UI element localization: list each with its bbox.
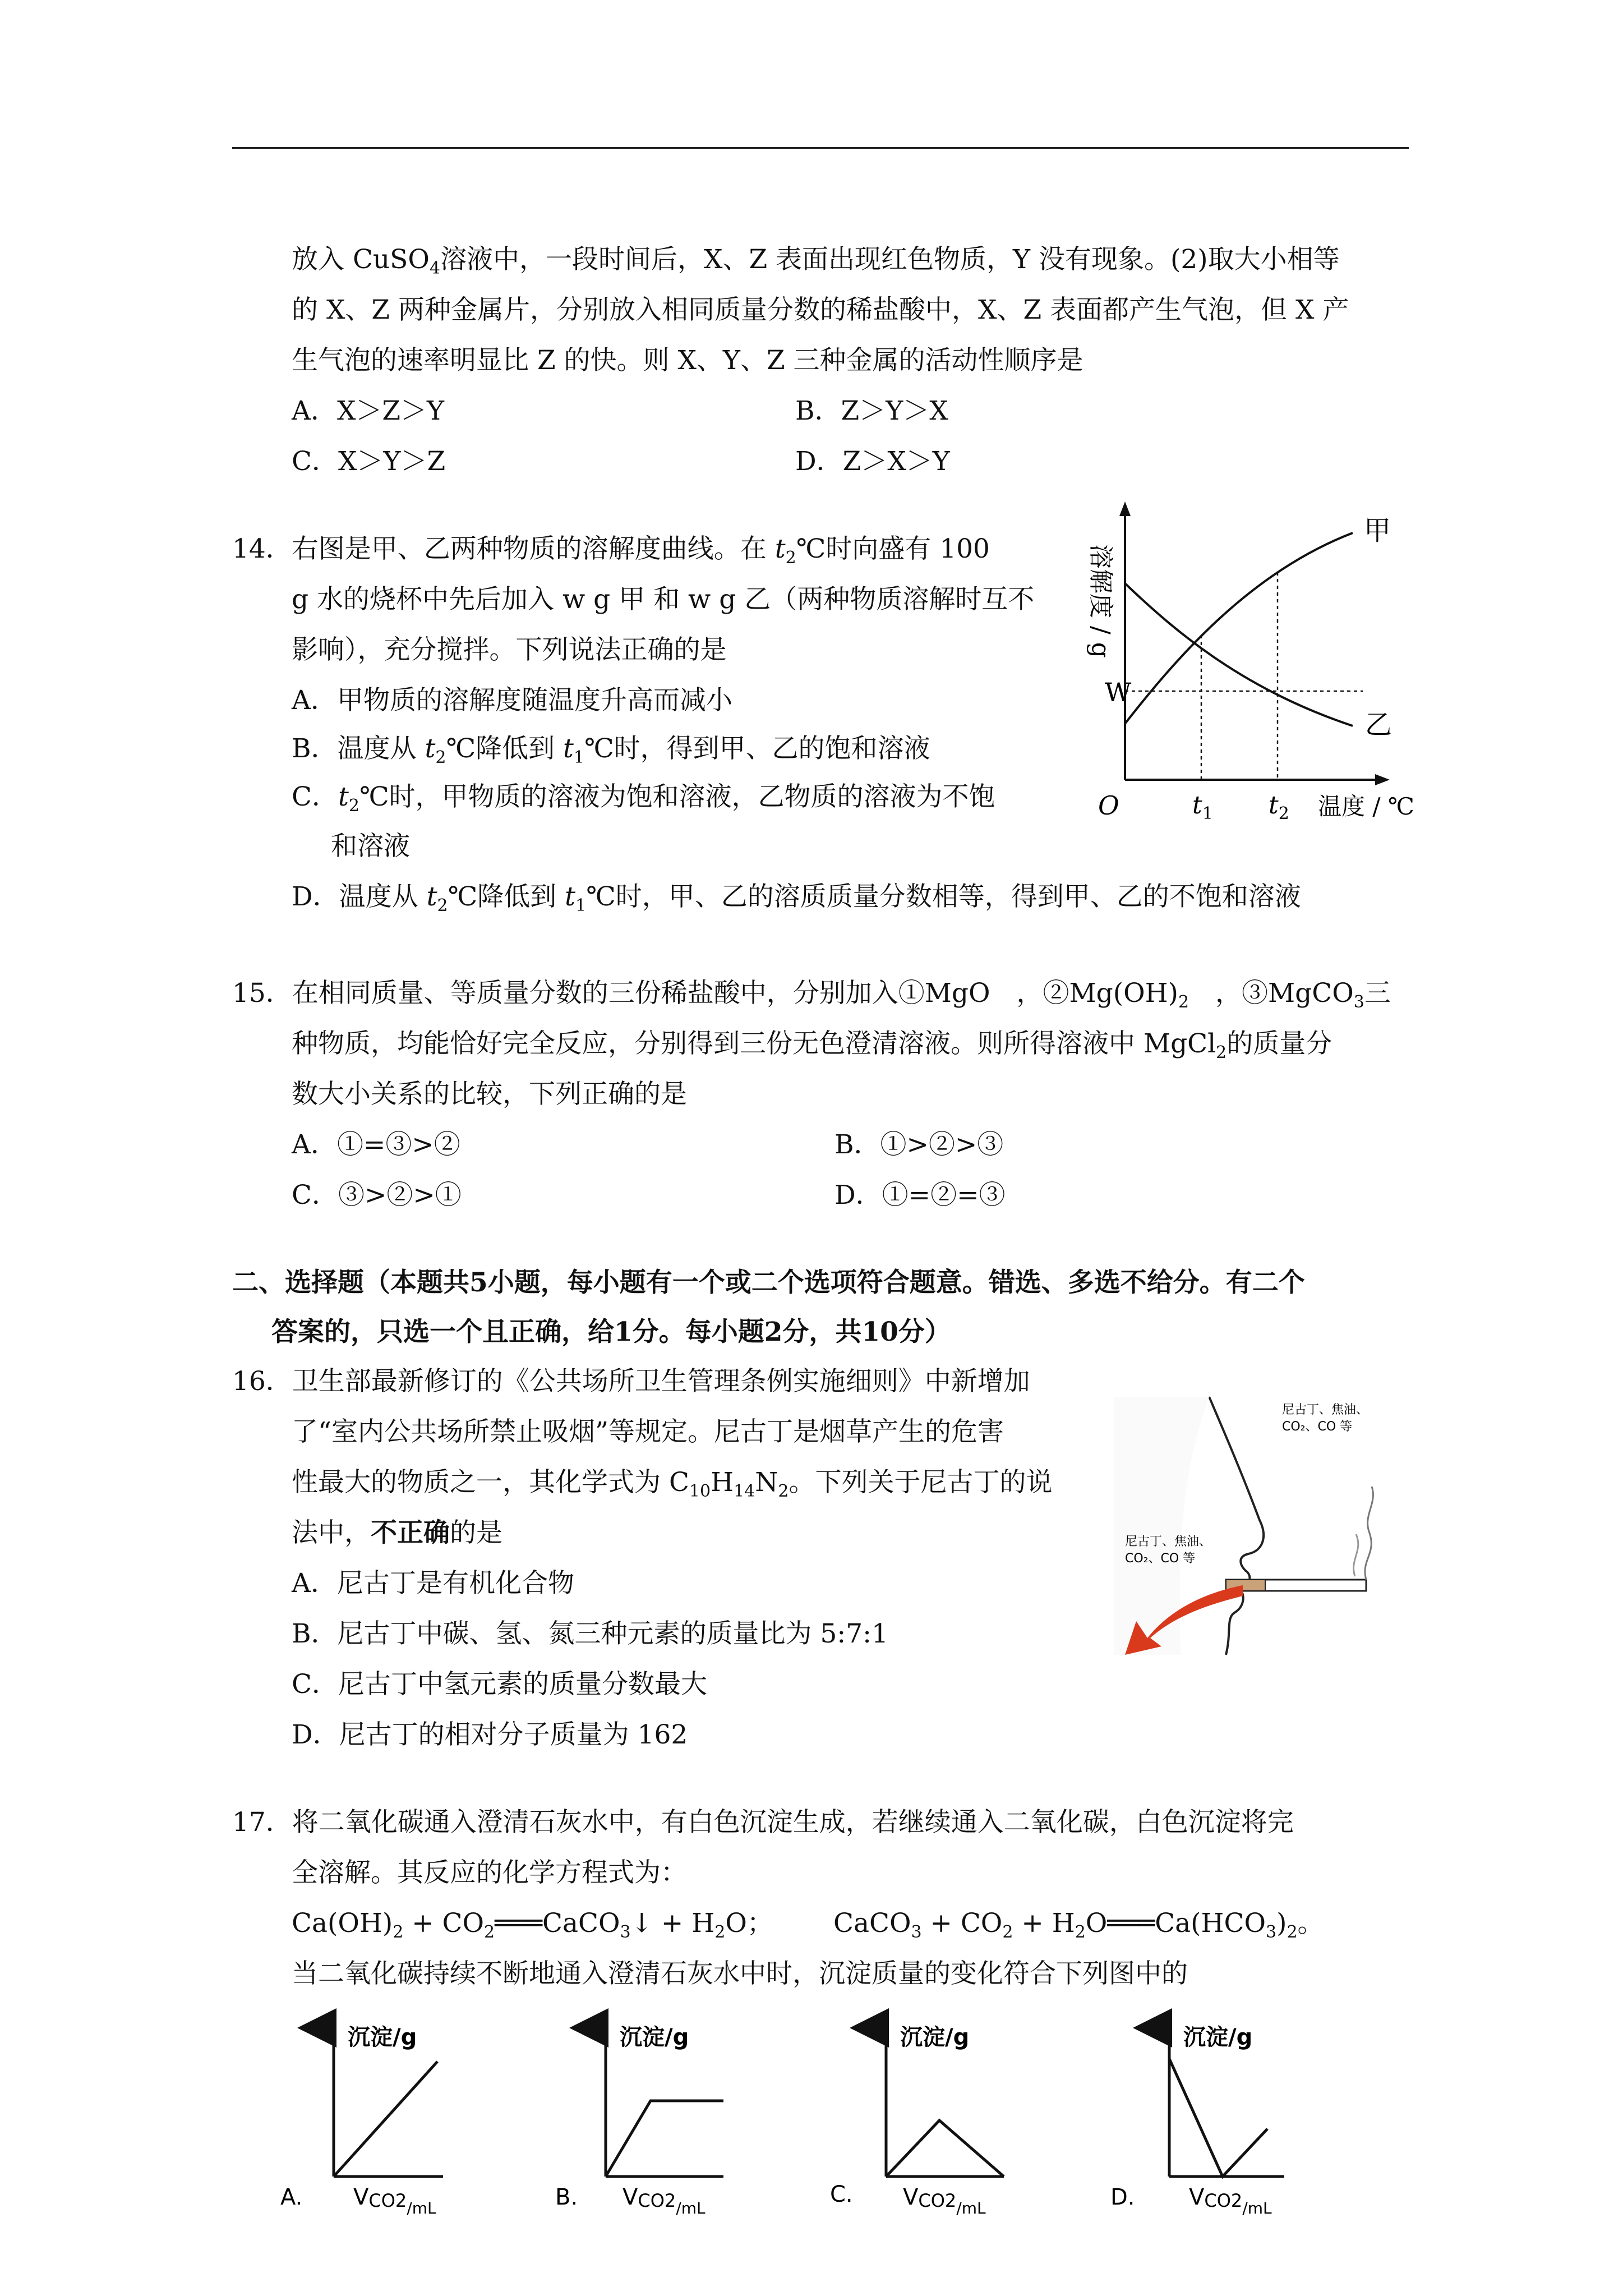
section2-header-line1: 二、选择题（本题共5小题，每小题有一个或二个选项符合题意。错选、多选不给分。有二个: [232, 1267, 1305, 1298]
q17-line1: 17．将二氧化碳通入澄清石灰水中，有白色沉淀生成，若继续通入二氧化碳，白色沉淀将完: [232, 1807, 1294, 1838]
q14-line2: g 水的烧杯中先后加入 w g 甲 和 w g 乙（两种物质溶解时互不: [292, 584, 1035, 615]
q14-line3: 影响），充分搅拌。下列说法正确的是: [292, 634, 727, 665]
solubility-graph: [1066, 494, 1424, 819]
graph-b-curve: [606, 2101, 723, 2177]
q15-option-a: A．①=③>②: [292, 1129, 460, 1160]
q16-option-a: A．尼古丁是有机化合物: [292, 1568, 574, 1599]
illustration-label-top: 尼古丁、焦油、: [1282, 1403, 1369, 1417]
graph-d-curve: [1169, 2059, 1267, 2177]
q13-option-b: B．Z＞Y＞X: [795, 395, 948, 426]
graph-c-curve: [886, 2120, 1004, 2177]
graph-c-option-label: C.: [830, 2182, 853, 2207]
q15-line3: 数大小关系的比较，下列正确的是: [292, 1079, 687, 1110]
q16-option-b: B．尼古丁中碳、氢、氮三种元素的质量比为 5:7:1: [292, 1618, 888, 1649]
graph-a-option-label: A.: [280, 2184, 303, 2210]
q16-option-d: D．尼古丁的相对分子质量为 162: [292, 1719, 688, 1750]
q13-option-c: C．X＞Y＞Z: [292, 446, 446, 477]
q16-option-c: C．尼古丁中氢元素的质量分数最大: [292, 1669, 707, 1700]
graph-b: [555, 2024, 723, 2217]
q17-equation-1: $Ca(OH)_2$ + $CO_2═══CaCO_3↓ + H_2O$；: [292, 1908, 773, 1942]
q16-line2: 了“室内公共场所禁止吸烟”等规定。尼古丁是烟草产生的危害: [292, 1416, 1004, 1447]
q17-line4: 当二氧化碳持续不断地通入澄清石灰水中时，沉淀质量的变化符合下列图中的: [292, 1958, 1188, 1989]
graph-origin-label: O: [1098, 790, 1119, 819]
q17-graphs: [269, 2008, 1402, 2221]
graph-b-ylabel: 沉淀/g: [620, 2024, 689, 2050]
q13-option-d: D．Z＞X＞Y: [795, 446, 950, 477]
q16-line1: 16．卫生部最新修订的《公共场所卫生管理条例实施细则》中新增加: [232, 1366, 1030, 1397]
graph-c-xlabel: $VCO2_{/mL}$: [903, 2184, 986, 2217]
smoke-trail-icon: [1365, 1487, 1373, 1580]
q13-line2: 的 X、Z 两种金属片，分别放入相同质量分数的稀盐酸中，X、Z 表面都产生气泡，但 X 产: [292, 295, 1349, 325]
graph-b-xlabel: $VCO2_{/mL}$: [623, 2184, 706, 2217]
graph-w-label: W: [1105, 677, 1132, 707]
header-rule: [232, 147, 1409, 149]
q14-option-a: A．甲物质的溶解度随温度升高而减小: [292, 685, 732, 716]
graph-a-xlabel: $VCO2_{/mL}$: [353, 2184, 436, 2217]
q13-option-a: A．X＞Z＞Y: [292, 395, 445, 426]
section2-header-line2: 答案的，只选一个且正确，给1分。每小题2分，共10分）: [271, 1317, 951, 1347]
face-profile-outline: [1209, 1397, 1264, 1655]
q15-line1: 15．在相同质量、等质量分数的三份稀盐酸中，分别加入①MgO ，$②Mg(OH)_2$ ，③MgCO$_3$三: [232, 978, 1391, 1012]
curve-jia: [1125, 533, 1353, 724]
q14-option-d: D．温度从 $t_2℃$降低到 $t_1℃$时，甲、乙的溶质质量分数相等，得到甲、乙的不饱和溶液: [292, 881, 1301, 915]
graph-d-xlabel: $VCO2_{/mL}$: [1189, 2184, 1272, 2217]
q14-option-c: C．$t_2℃$时，甲物质的溶液为饱和溶液，乙物质的溶液为不饱: [292, 781, 995, 816]
q15-option-b: B．①>②>③: [834, 1129, 1004, 1160]
q17-equation-2: CaCO$_3$ + $CO_2$ + $H_2O═══Ca(HCO_3)_2$。: [833, 1908, 1324, 1942]
smoking-face-illustration: [1114, 1391, 1383, 1660]
graph-a: [280, 2024, 443, 2217]
q14-option-b: B．温度从 $t_2℃$降低到 $t_1℃$时，得到甲、乙的饱和溶液: [292, 733, 930, 767]
graph-x-arrow: [1375, 774, 1390, 785]
graph-t1-label: $t_1$: [1192, 791, 1213, 819]
q16-line3: 性最大的物质之一，其化学式为 $C_{10}H_{14}N_2$。下列关于尼古丁的说: [292, 1467, 1053, 1501]
graph-ylabel: 溶解度 / g: [1086, 544, 1115, 658]
graph-d: [1110, 2024, 1284, 2217]
q14-line1: 14．右图是甲、乙两种物质的溶解度曲线。在 $t_2℃$时向盛有 100: [232, 533, 990, 568]
graph-d-ylabel: 沉淀/g: [1183, 2024, 1253, 2050]
graph-t2-label: $t_2$: [1269, 791, 1289, 819]
q15-line2: 种物质，均能恰好完全反应，分别得到三份无色澄清溶液。则所得溶液中 MgCl$_2$的质量分: [292, 1028, 1332, 1062]
q13-line1: 放入 CuSO$_4$溶液中，一段时间后，X、Z 表面出现红色物质，Y 没有现象。(2)取大小相等: [292, 244, 1340, 278]
illustration-label-top-2: CO₂、CO 等: [1282, 1420, 1353, 1434]
graph-jia-label: 甲: [1364, 515, 1391, 546]
graph-y-arrow: [1119, 501, 1131, 516]
illustration-label-mouth: 尼古丁、焦油、: [1125, 1535, 1212, 1549]
curve-yi: [1125, 583, 1353, 726]
graph-a-ylabel: 沉淀/g: [348, 2024, 417, 2050]
graph-b-option-label: B.: [555, 2184, 578, 2210]
face-fill: [1114, 1397, 1212, 1655]
illustration-label-mouth-2: CO₂、CO 等: [1125, 1552, 1196, 1566]
graph-xlabel: 温度 / ℃: [1318, 793, 1414, 819]
graph-yi-label: 乙: [1365, 709, 1393, 740]
q14-option-c-cont: 和溶液: [331, 831, 410, 862]
q16-line4: 法中，不正确的是: [292, 1517, 502, 1548]
graph-a-curve: [334, 2062, 437, 2177]
graph-c: [830, 2024, 1004, 2217]
q13-line3: 生气泡的速率明显比 Z 的快。则 X、Y、Z 三种金属的活动性顺序是: [292, 345, 1083, 376]
q15-option-d: D．①=②=③: [834, 1180, 1006, 1211]
q17-line2: 全溶解。其反应的化学方程式为：: [292, 1857, 687, 1888]
graph-c-ylabel: 沉淀/g: [900, 2024, 970, 2050]
smoke-trail-icon: [1354, 1534, 1358, 1576]
q15-option-c: C．③>②>①: [292, 1180, 462, 1211]
graph-d-option-label: D.: [1110, 2184, 1135, 2210]
